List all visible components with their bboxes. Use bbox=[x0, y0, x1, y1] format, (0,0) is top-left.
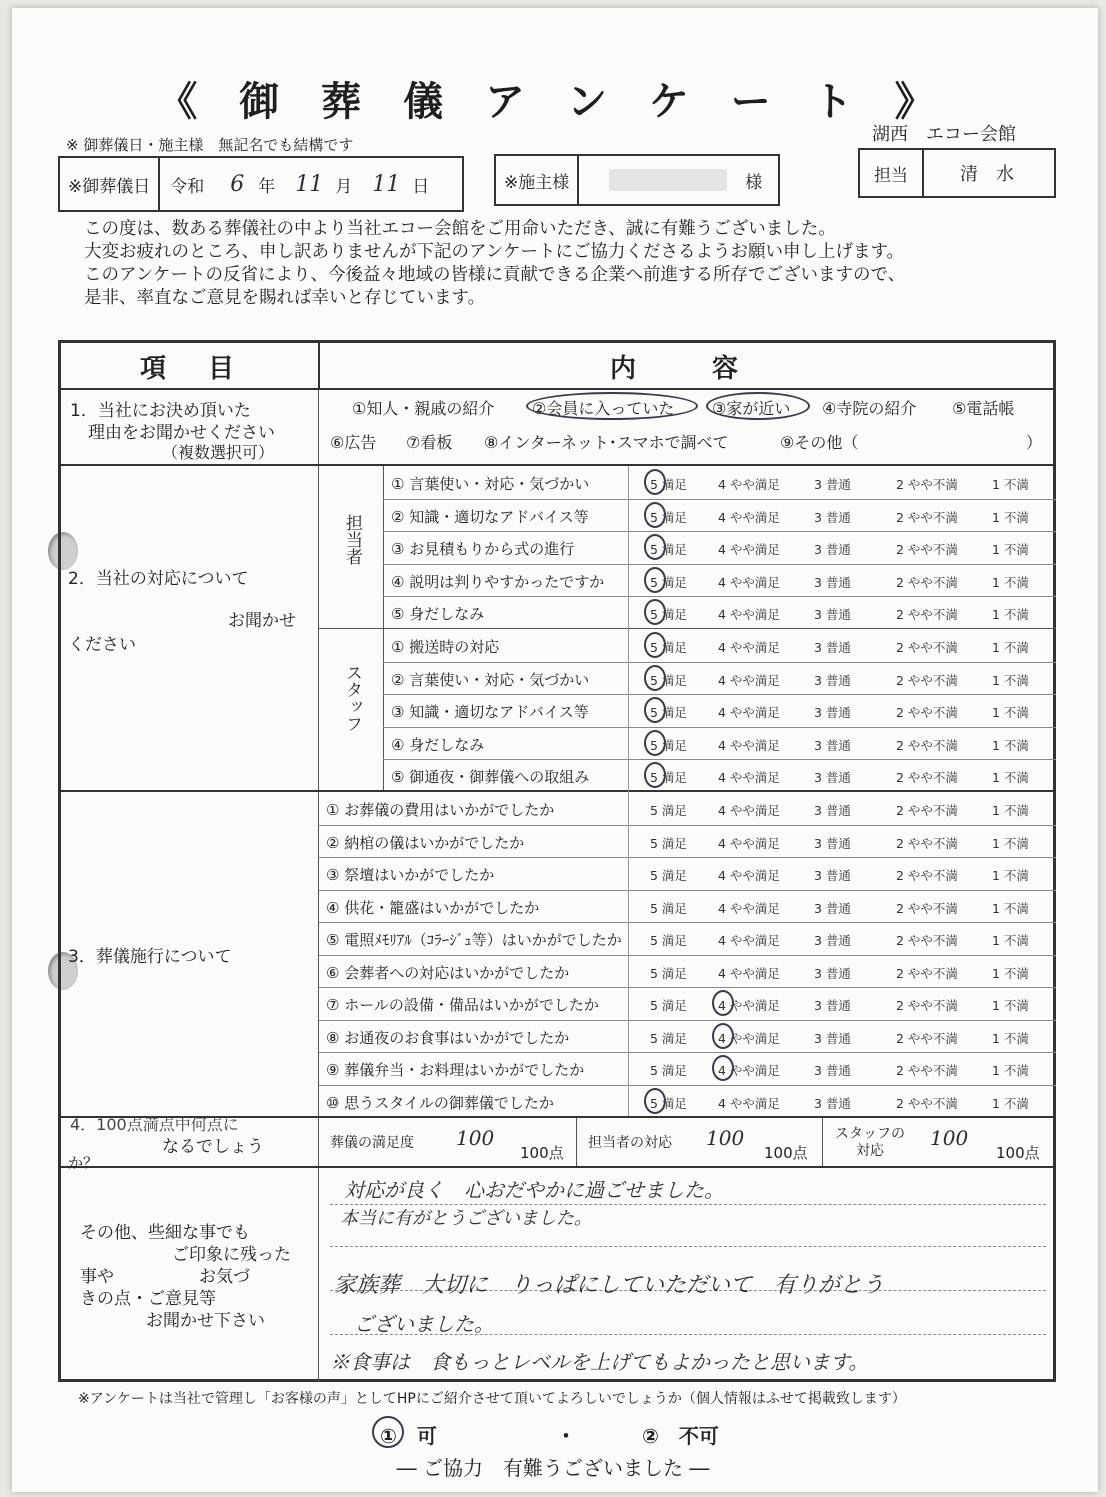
q1-option: ②会員に入っていた bbox=[532, 399, 675, 418]
rating-option: 3 普通 bbox=[814, 1063, 851, 1078]
intro-line: 大変お疲れのところ、申し訳ありませんが下記のアンケートにご協力くださるようお願い申し上げます。 bbox=[84, 242, 905, 262]
row-divider bbox=[318, 987, 1056, 988]
rating-option: 5 満足 bbox=[650, 607, 687, 622]
intro-line: この度は、数ある葬儀社の中より当社エコー会館をご用命いただき、誠に有難うございました。 bbox=[84, 219, 836, 239]
rating-option: 2 やや不満 bbox=[896, 574, 958, 590]
rating-option: 1 不満 bbox=[992, 1030, 1029, 1046]
row-divider bbox=[383, 531, 1056, 532]
header-item: 項 目 bbox=[140, 354, 243, 384]
rating-option: 3 普通 bbox=[814, 1030, 851, 1046]
funeral-date-label: ※御葬儀日 bbox=[60, 158, 160, 210]
selected-rating-circle bbox=[644, 762, 666, 788]
rating-item-label: ④ 身だしなみ bbox=[391, 735, 485, 754]
intro-text bbox=[84, 218, 1054, 310]
rating-option: 4 やや満足 bbox=[718, 672, 780, 688]
rating-option: 4 やや満足 bbox=[718, 803, 780, 818]
satisfaction-max: 100点 bbox=[520, 1144, 564, 1162]
q1-label-line: 理由をお聞かせください bbox=[88, 423, 275, 443]
rating-option: 3 普通 bbox=[814, 868, 851, 883]
row-divider bbox=[318, 1020, 1056, 1021]
selected-rating-circle bbox=[644, 502, 666, 528]
staff-label: 担当 bbox=[860, 150, 924, 196]
q1-selected-circle bbox=[706, 392, 810, 420]
footer-option-no: ② 不可 bbox=[642, 1424, 719, 1448]
divider bbox=[318, 340, 320, 390]
rating-option: 1 不満 bbox=[992, 737, 1029, 753]
comment-rule bbox=[330, 1246, 1046, 1247]
rating-option: 2 やや不満 bbox=[896, 542, 958, 557]
row-divider bbox=[318, 1052, 1056, 1053]
row-divider bbox=[318, 922, 1056, 923]
intro-line: 是非、率直なご意見を賜れば幸いと存じています。 bbox=[84, 288, 486, 308]
comment-line: ございました。 bbox=[354, 1312, 494, 1336]
divider bbox=[58, 464, 1056, 466]
era-label: 令和 bbox=[170, 176, 205, 197]
group-label-staff: スタッフ bbox=[342, 664, 362, 732]
q1-selected-circle bbox=[526, 392, 698, 420]
rating-option: 2 やや不満 bbox=[896, 509, 958, 525]
rating-option: 2 やや不満 bbox=[896, 1063, 958, 1078]
rating-item-label: ⑤ 電照ﾒﾓﾘｱﾙ（ｺﾗｰｼﾞｭ等）はいかがでしたか bbox=[326, 931, 622, 949]
rating-option: 4 やや満足 bbox=[718, 477, 780, 492]
rating-option: 5 満足 bbox=[650, 672, 687, 688]
rating-option: 3 普通 bbox=[814, 509, 851, 525]
day-unit: 日 bbox=[412, 176, 430, 197]
staff-name: 清 水 bbox=[960, 164, 1014, 185]
satisfaction-score: 100 bbox=[456, 1126, 495, 1150]
rating-item-label: ③ 知識・適切なアドバイス等 bbox=[391, 703, 589, 721]
selected-rating-circle bbox=[644, 730, 666, 756]
rating-item-label: ⑤ 身だしなみ bbox=[391, 605, 485, 623]
rating-option: 5 満足 bbox=[650, 574, 687, 590]
row-divider bbox=[383, 727, 1056, 728]
rating-option: 2 やや不満 bbox=[896, 737, 958, 753]
rating-option: 4 やや満足 bbox=[718, 705, 780, 720]
rating-option: 3 普通 bbox=[814, 803, 851, 818]
rating-option: 2 やや不満 bbox=[896, 640, 958, 655]
funeral-date-box bbox=[58, 156, 464, 212]
year-unit: 年 bbox=[258, 176, 276, 197]
row-divider bbox=[318, 1085, 1056, 1086]
q1-option: ⑧インターネット･スマホで調べて bbox=[484, 433, 729, 452]
rating-item-label: ① 言葉使い・対応・気づかい bbox=[391, 475, 590, 493]
top-note: ※ 御葬儀日・施主様 無記名でも結構です bbox=[66, 136, 354, 154]
rating-option: 3 普通 bbox=[814, 477, 851, 492]
row-divider bbox=[383, 564, 1056, 565]
q1-option: ⑥広告 bbox=[330, 433, 377, 452]
rating-option: 3 普通 bbox=[814, 640, 851, 655]
rating-option: 3 普通 bbox=[814, 998, 851, 1013]
rating-option: 5 満足 bbox=[650, 1095, 687, 1111]
staff-score: 100 bbox=[930, 1126, 969, 1150]
rating-option: 1 不満 bbox=[992, 900, 1029, 916]
row-divider bbox=[383, 499, 1056, 500]
rating-option: 5 満足 bbox=[650, 737, 687, 753]
footer-option-yes: ① 可 bbox=[380, 1424, 437, 1448]
selected-rating-circle bbox=[644, 1088, 666, 1114]
q1-option: ⑦看板 bbox=[406, 433, 453, 452]
rating-option: 5 満足 bbox=[650, 477, 687, 492]
q2-label-line: 2．当社の対応について bbox=[68, 569, 249, 589]
redacted-name bbox=[609, 169, 727, 191]
rating-option: 1 不満 bbox=[992, 574, 1029, 590]
rating-option: 5 満足 bbox=[650, 933, 687, 948]
selected-rating-circle bbox=[712, 990, 734, 1016]
rating-option: 3 普通 bbox=[814, 574, 851, 590]
rating-option: 4 やや満足 bbox=[718, 868, 780, 883]
rating-option: 1 不満 bbox=[992, 868, 1029, 883]
rating-option: 5 満足 bbox=[650, 509, 687, 525]
rating-option: 5 満足 bbox=[650, 868, 687, 883]
selected-rating-circle bbox=[712, 1023, 734, 1049]
rating-option: 1 不満 bbox=[992, 933, 1029, 948]
q2-label-line: お聞かせ bbox=[228, 611, 296, 631]
rating-option: 5 満足 bbox=[650, 835, 687, 851]
rating-option: 3 普通 bbox=[814, 900, 851, 916]
rating-option: 4 やや満足 bbox=[718, 509, 780, 525]
year-value: 6 bbox=[230, 171, 245, 197]
rating-option: 4 やや満足 bbox=[718, 1095, 780, 1111]
rating-option: 1 不満 bbox=[992, 640, 1029, 655]
row-divider bbox=[318, 825, 1056, 826]
rating-option: 2 やや不満 bbox=[896, 672, 958, 688]
rating-option: 3 普通 bbox=[814, 1095, 851, 1111]
rating-option: 3 普通 bbox=[814, 705, 851, 720]
staff-box bbox=[858, 148, 1056, 198]
tanto-score: 100 bbox=[706, 1126, 745, 1150]
rating-option: 1 不満 bbox=[992, 1095, 1029, 1111]
rating-item-label: ④ 供花・籠盛はいかがでしたか bbox=[326, 898, 540, 917]
comment-line: 本当に有がとうございました。 bbox=[340, 1208, 592, 1229]
comment-line: 対応が良く 心おだやかに過ごせました。 bbox=[344, 1178, 724, 1202]
divider bbox=[576, 1118, 577, 1166]
footer-option-separator: ・ bbox=[556, 1424, 576, 1448]
selected-rating-circle bbox=[644, 469, 666, 495]
rating-item-label: ① お葬儀の費用はいかがでしたか bbox=[326, 801, 555, 819]
rating-item-label: ③ お見積もりから式の進行 bbox=[391, 540, 575, 558]
rating-option: 2 やや不満 bbox=[896, 803, 958, 818]
selected-rating-circle bbox=[644, 665, 666, 691]
rating-option: 5 満足 bbox=[650, 770, 687, 785]
divider bbox=[318, 1118, 319, 1166]
rating-item-label: ① 搬送時の対応 bbox=[391, 638, 500, 656]
rating-option: 2 やや不満 bbox=[896, 900, 958, 916]
rating-option: 3 普通 bbox=[814, 835, 851, 851]
q3-label: 3．葬儀施行について bbox=[68, 947, 232, 967]
rating-option: 2 やや不満 bbox=[896, 1095, 958, 1111]
rating-option: 2 やや不満 bbox=[896, 705, 958, 720]
rating-option: 5 満足 bbox=[650, 640, 687, 655]
rating-option: 4 やや満足 bbox=[718, 607, 780, 622]
rating-option: 4 やや満足 bbox=[718, 933, 780, 948]
divider bbox=[822, 1118, 823, 1166]
host-name-box bbox=[494, 154, 780, 206]
rating-option: 4 やや満足 bbox=[718, 640, 780, 655]
rating-option: 1 不満 bbox=[992, 835, 1029, 851]
rating-option: 1 不満 bbox=[992, 705, 1029, 720]
rating-option: 1 不満 bbox=[992, 803, 1029, 818]
rating-option: 4 やや満足 bbox=[718, 835, 780, 851]
q1-label-line: （複数選択可） bbox=[162, 443, 275, 462]
row-divider bbox=[383, 662, 1056, 663]
row-divider bbox=[383, 759, 1056, 760]
rating-option: 4 やや満足 bbox=[718, 737, 780, 753]
q1-option: ） bbox=[1026, 433, 1043, 452]
q5-label-line: ご印象に残った bbox=[172, 1245, 291, 1265]
host-suffix: 様 bbox=[745, 172, 763, 193]
rating-item-label: ⑩ 思うスタイルの御葬儀でしたか bbox=[326, 1093, 554, 1112]
q4-label-line: 4．100点満点中何点に bbox=[70, 1115, 239, 1134]
rating-option: 5 満足 bbox=[650, 1063, 687, 1078]
rating-item-label: ② 納棺の儀はいかがでしたか bbox=[326, 833, 525, 852]
rating-item-label: ⑧ お通夜のお食事はいかがでしたか bbox=[326, 1028, 570, 1047]
rating-option: 2 やや不満 bbox=[896, 933, 958, 948]
divider bbox=[58, 790, 1056, 792]
q4-label-line: なるでしょう bbox=[162, 1137, 264, 1157]
rating-option: 2 やや不満 bbox=[896, 998, 958, 1013]
selected-rating-circle bbox=[644, 632, 666, 658]
header-content: 内 容 bbox=[610, 354, 747, 384]
rating-option: 3 普通 bbox=[814, 965, 851, 981]
q5-label-line: きの点・ご意見等 bbox=[80, 1289, 216, 1309]
footer-thanks: ― ご協力 有難うございました ― bbox=[396, 1456, 710, 1480]
row-divider bbox=[383, 694, 1056, 695]
q1-option: ③家が近い bbox=[712, 399, 791, 418]
rating-item-label: ⑤ 御通夜・御葬儀への取組み bbox=[391, 768, 590, 786]
rating-option: 3 普通 bbox=[814, 933, 851, 948]
rating-option: 2 やや不満 bbox=[896, 1030, 958, 1046]
divider bbox=[58, 388, 1056, 390]
q1-option: ⑤電話帳 bbox=[952, 399, 1015, 418]
q5-label-line: 事や お気づ bbox=[80, 1267, 250, 1287]
rating-option: 4 やや満足 bbox=[718, 542, 780, 557]
rating-option: 3 普通 bbox=[814, 672, 851, 688]
group-label-tanto: 担当者 bbox=[342, 514, 362, 565]
tanto-score-max: 100点 bbox=[764, 1144, 808, 1162]
selected-rating-circle bbox=[644, 697, 666, 723]
row-divider bbox=[318, 890, 1056, 891]
rating-option: 5 満足 bbox=[650, 965, 687, 981]
intro-line: このアンケートの反省により、今後益々地域の皆様に貢献できる企業へ前進する所存でございますので、 bbox=[84, 265, 906, 285]
rating-option: 5 満足 bbox=[650, 1030, 687, 1046]
q5-label-line: お聞かせ下さい bbox=[146, 1311, 265, 1331]
month-value: 11 bbox=[295, 171, 324, 197]
comment-line: ※食事は 食もっとレベルを上げてもよかったと思います。 bbox=[330, 1350, 869, 1374]
rating-option: 4 やや満足 bbox=[718, 770, 780, 785]
rating-item-label: ② 言葉使い・対応・気づかい bbox=[391, 670, 590, 689]
selected-rating-circle bbox=[644, 534, 666, 560]
row-divider bbox=[318, 857, 1056, 858]
rating-option: 1 不満 bbox=[992, 770, 1029, 785]
rating-option: 5 満足 bbox=[650, 542, 687, 557]
rating-option: 5 満足 bbox=[650, 998, 687, 1013]
rating-option: 3 普通 bbox=[814, 737, 851, 753]
divider bbox=[318, 628, 1056, 629]
selected-option-circle bbox=[372, 1416, 404, 1448]
rating-option: 4 やや満足 bbox=[718, 1063, 780, 1078]
q5-label-line: その他、些細な事でも bbox=[80, 1223, 250, 1243]
rating-option: 1 不満 bbox=[992, 607, 1029, 622]
q2-label-line: ください bbox=[68, 635, 136, 655]
rating-option: 3 普通 bbox=[814, 542, 851, 557]
rating-item-label: ⑨ 葬儀弁当・お料理はいかがでしたか bbox=[326, 1061, 585, 1079]
rating-option: 1 不満 bbox=[992, 965, 1029, 981]
q1-option: ⑨その他（ bbox=[780, 433, 859, 452]
selected-rating-circle bbox=[644, 567, 666, 593]
month-unit: 月 bbox=[335, 176, 353, 197]
rating-item-label: ③ 祭壇はいかがでしたか bbox=[326, 866, 495, 884]
rating-option: 3 普通 bbox=[814, 770, 851, 785]
rating-option: 2 やや不満 bbox=[896, 607, 958, 622]
rating-option: 2 やや不満 bbox=[896, 965, 958, 981]
rating-option: 2 やや不満 bbox=[896, 835, 958, 851]
comment-line: 家族葬 大切に りっぱにしていただいて 有りがとう bbox=[334, 1273, 885, 1298]
rating-option: 1 不満 bbox=[992, 509, 1029, 525]
footer-note: ※アンケートは当社で管理し「お客様の声」としてHPにご紹介させて頂いてよろしいでしょうか（個人情報はふせて掲載致します） bbox=[78, 1391, 906, 1407]
q4-label-line: か？ bbox=[68, 1154, 99, 1172]
staff-score-max: 100点 bbox=[996, 1144, 1040, 1162]
rating-option: 4 やや満足 bbox=[718, 900, 780, 916]
q1-option: ④寺院の紹介 bbox=[822, 399, 917, 418]
rating-item-label: ② 知識・適切なアドバイス等 bbox=[391, 507, 589, 526]
selected-rating-circle bbox=[712, 1055, 734, 1081]
rating-option: 2 やや不満 bbox=[896, 868, 958, 883]
rating-option: 1 不満 bbox=[992, 477, 1029, 492]
host-label: ※施主様 bbox=[496, 156, 579, 204]
rating-option: 4 やや満足 bbox=[718, 965, 780, 981]
day-value: 11 bbox=[372, 171, 401, 197]
tanto-score-label: 担当者の対応 bbox=[588, 1135, 672, 1151]
rating-option: 2 やや不満 bbox=[896, 770, 958, 785]
rating-option: 4 やや満足 bbox=[718, 1030, 780, 1046]
satisfaction-label: 葬儀の満足度 bbox=[330, 1135, 414, 1151]
rating-option: 3 普通 bbox=[814, 607, 851, 622]
rating-option: 1 不満 bbox=[992, 1063, 1029, 1078]
staff-score-label: スタッフの対応 bbox=[835, 1126, 905, 1159]
rating-option: 4 やや満足 bbox=[718, 998, 780, 1013]
rating-option: 2 やや不満 bbox=[896, 477, 958, 492]
q1-option: ①知人・親戚の紹介 bbox=[352, 399, 495, 418]
rating-option: 5 満足 bbox=[650, 803, 687, 818]
divider bbox=[58, 1166, 1056, 1168]
company-name: 湖西 エコー会館 bbox=[872, 124, 1016, 145]
rating-option: 1 不満 bbox=[992, 542, 1029, 557]
row-divider bbox=[318, 955, 1056, 956]
rating-option: 5 満足 bbox=[650, 900, 687, 916]
row-divider bbox=[383, 596, 1056, 597]
rating-option: 4 やや満足 bbox=[718, 574, 780, 590]
rating-item-label: ⑦ ホールの設備・備品はいかがでしたか bbox=[326, 996, 599, 1014]
rating-option: 5 満足 bbox=[650, 705, 687, 720]
page-title: 《 御 葬 儀 ア ン ケ ー ト 》 bbox=[157, 79, 949, 125]
selected-rating-circle bbox=[644, 599, 666, 625]
divider bbox=[318, 390, 319, 464]
rating-item-label: ④ 説明は判りやすかったですか bbox=[391, 572, 605, 591]
rating-option: 1 不満 bbox=[992, 672, 1029, 688]
rating-option: 1 不満 bbox=[992, 998, 1029, 1013]
q1-label-line: 1．当社にお決め頂いた bbox=[70, 401, 251, 421]
rating-item-label: ⑥ 会葬者への対応はいかがでしたか bbox=[326, 963, 570, 982]
divider bbox=[318, 1168, 319, 1382]
